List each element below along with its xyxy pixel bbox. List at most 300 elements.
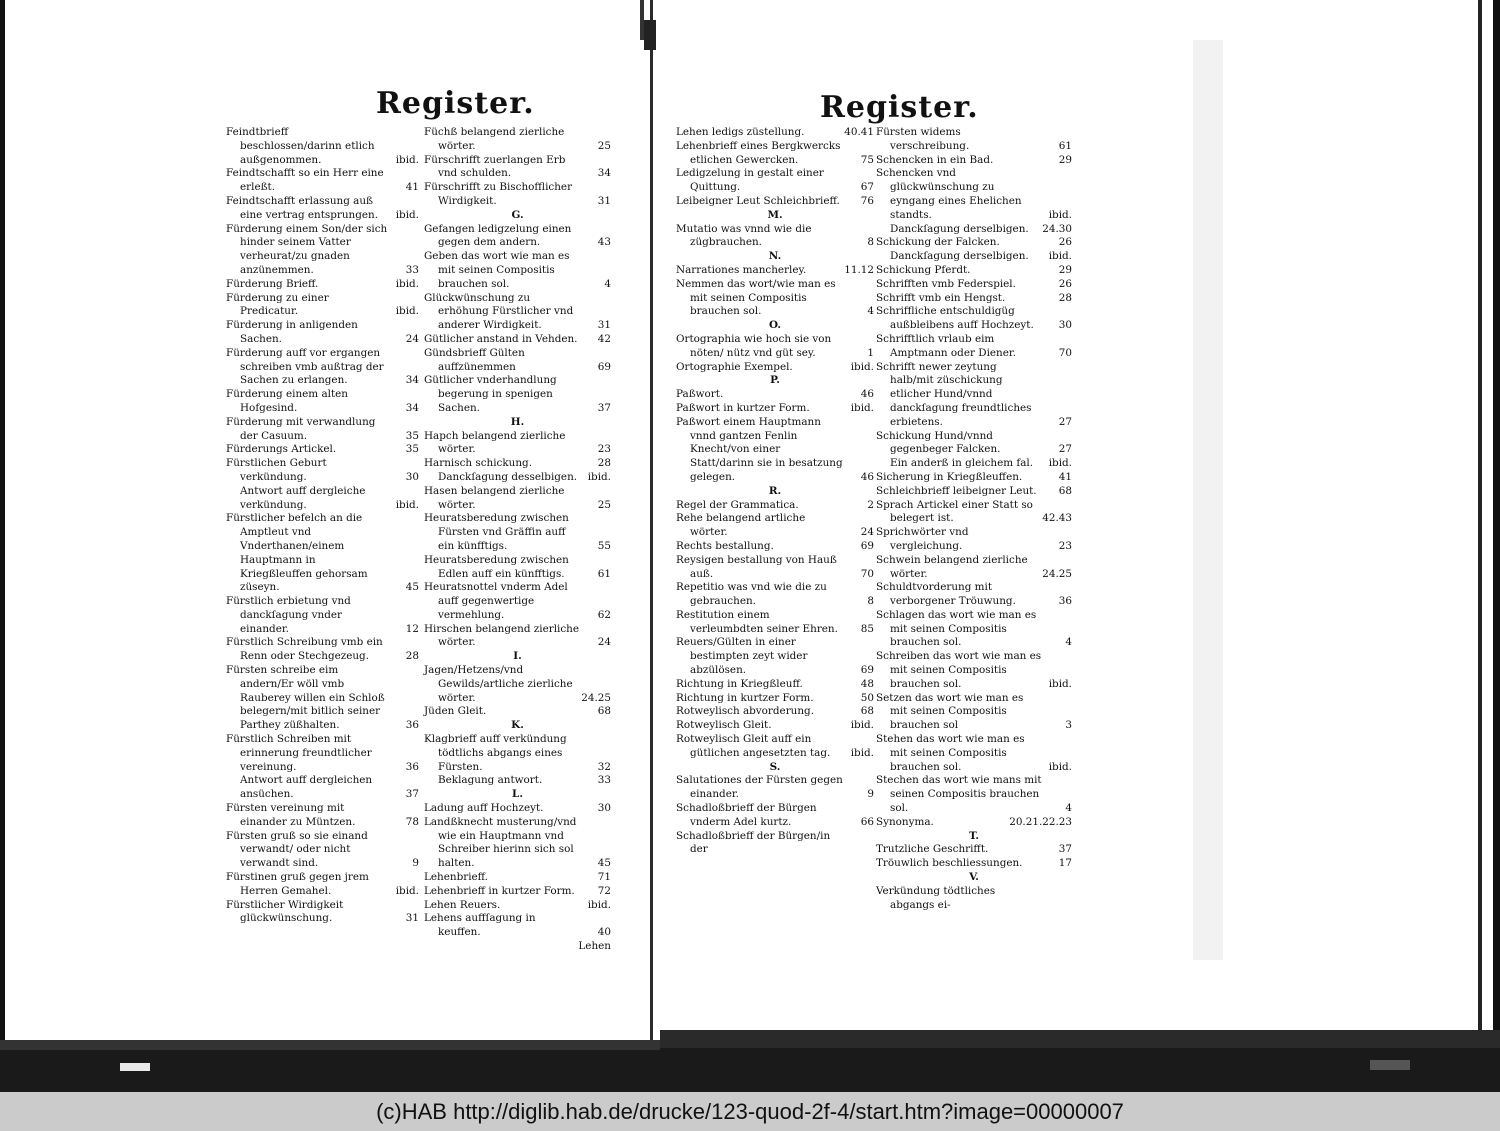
index-entry [676,126,874,140]
index-entry [424,471,611,485]
index-entry [876,361,1072,430]
entry-text: Fürsten vereinung mit einander zu Müntzen. [226,802,356,828]
index-entry [226,223,419,278]
entry-page-ref: 8 [867,595,874,608]
footer-credit-text: (c)HAB http://diglib.hab.de/drucke/123-quod-2f-4/start.htm?image=00000007 [376,1099,1124,1124]
index-entry [676,416,874,485]
entry-text: Fürderung einem Son/der sich hinder seinem Vatter verheurat/zu gnaden anzünemmen. [226,222,388,276]
entry-text: Feindtschafft so ein Herr eine erleßt. [226,167,384,194]
entry-page-ref: 40.41 [844,126,874,138]
index-entry [876,457,1072,471]
entry-text: Fürderungs Artickel. [226,443,337,456]
entry-page-ref: 72 [597,884,611,897]
index-entry [676,388,874,402]
index-entry [226,512,419,595]
entry-text: Sicherung in Kriegßleuffen. [876,470,1023,483]
entry-page-ref: 25 [597,498,611,511]
entry-text: Danckſagung derselbigen. [890,222,1029,235]
entry-page-ref: 76 [860,194,874,207]
index-entry [876,774,1072,815]
entry-text: Reysigen bestallung von Hauß auß. [676,553,837,580]
entry-text: Fürschrifft zu Bischofflicher Wirdigkeit. [424,181,573,207]
entry-text: Schickung der Falcken. [876,236,1000,249]
section-letter: K. [511,719,524,732]
entry-text: Lehen Reuers. [424,898,501,911]
entry-text: Salutationes der Fürsten gegen einander. [676,774,843,801]
entry-page-ref: 42.43 [1042,512,1072,525]
entry-text: Paßwort in kurtzer Form. [676,401,810,414]
entry-page-ref: 61 [1058,139,1072,152]
index-entry [226,899,419,927]
index-entry [424,292,611,333]
entry-page-ref: 85 [860,622,874,635]
index-entry [424,816,611,871]
index-entry [676,678,874,692]
entry-page-ref: ibid. [850,746,874,759]
index-entry [424,457,611,471]
index-entry [876,154,1072,168]
entry-text: Danckſagung desselbigen. [438,470,578,483]
index-entry [424,623,611,651]
entry-page-ref: 32 [597,760,611,773]
index-entry [876,692,1072,733]
entry-page-ref: 69 [860,539,874,552]
entry-text: Paßwort. [676,388,724,401]
entry-page-ref: 28 [405,650,419,663]
entry-page-ref: 4 [1065,636,1072,649]
entry-text: Schrifften vmb Federspiel. [876,277,1016,290]
entry-page-ref: 27 [1058,443,1072,456]
entry-text: Hasen belangend zierliche wörter. [424,484,565,511]
entry-text: Antwort auff dergleiche verkündung. [240,484,366,511]
entry-page-ref: ibid. [587,470,611,483]
entry-text: Schrifft newer zeytung halb/mit züschickung etlicher Hund/vnnd danckſagung freundtliches erbietens. [876,360,1032,428]
entry-text: Fürstlichen Geburt verkündung. [226,457,327,483]
entry-text: Geben das wort wie man es mit seinen Compositis brauchen sol. [424,250,570,290]
index-entry [226,443,419,457]
index-entry [676,540,874,554]
entry-page-ref: 31 [597,319,611,332]
index-entry [676,333,874,361]
index-entry [876,250,1072,264]
entry-text: Lehenbrieff. [424,871,488,884]
index-entry [676,581,874,609]
index-entry [676,554,874,582]
entry-text: Gündsbrieff Gülten auffzünemmen [424,346,525,373]
entry-text: Schriffliche entschuldigüg außbleibens auff Hochzeyt. [876,305,1034,332]
entry-page-ref: ibid. [1048,760,1072,773]
entry-page-ref: 34 [405,401,419,414]
entry-text: Beklagung antwort. [438,774,543,787]
section-letter: V. [969,871,979,884]
entry-page-ref: 24.25 [581,691,611,704]
entry-page-ref: 4 [867,305,874,318]
entry-text: Hapch belangend zierliche wörter. [424,429,566,456]
entry-text: Mutatio was vnnd wie die zügbrauchen. [676,222,812,249]
entry-page-ref: 24 [405,332,419,345]
index-entry [226,664,419,733]
entry-page-ref: 8 [867,236,874,249]
entry-page-ref: 70 [1058,346,1072,359]
index-entry [676,512,874,540]
entry-text: Fürderung mit verwandlung der Casuum. [226,415,376,442]
entry-text: Schadloßbrieff der Bürgen vnderm Adel kurtz. [676,802,817,828]
entry-page-ref: 70 [860,567,874,580]
entry-text: Schrifft vmb ein Hengst. [876,291,1006,304]
index-entry [424,664,611,705]
index-entry [876,471,1072,485]
index-entry [876,526,1072,554]
entry-page-ref: 71 [597,871,611,884]
entry-text: Richtung in kurtzer Form. [676,691,814,704]
entry-text: Rehe belangend artliche wörter. [676,512,806,539]
entry-text: Fürstlicher Wirdigkeit glückwünschung. [226,898,344,925]
entry-text: Schencken vnd glückwünschung zu eyngang eines Ehelichen standts. [876,167,1022,221]
index-entry [676,705,874,719]
entry-page-ref: ibid. [850,719,874,732]
entry-page-ref: 4 [604,277,611,290]
entry-text: Fürderung einem alten Hofgesind. [226,388,348,414]
entry-text: Schadloßbrieff der Bürgen/in der [676,829,831,856]
index-entry [226,636,419,664]
entry-text: Harnisch schickung. [424,457,533,470]
entry-text: Sprichwörter vnd vergleichung. [876,526,969,552]
left-page-title: Register. [376,86,535,121]
entry-text: Narrationes mancherley. [676,263,807,276]
index-entry [424,223,611,251]
entry-text: Heuratsberedung zwischen Edlen auff ein künfftigs. [424,553,569,580]
entry-page-ref: 42 [597,332,611,345]
index-entry [226,278,419,292]
entry-page-ref: 66 [860,815,874,828]
entry-text: Fürstlicher befelch an die Amptleut vnd Vnderthanen/einem Hauptmann in Kriegßleuffen gehorsam züseyn. [226,512,368,594]
index-entry [424,581,611,622]
section-letter: P. [770,374,780,387]
entry-text: Jüden Gleit. [424,705,487,718]
entry-text: Lehens auffſagung in keuffen. [424,912,536,939]
index-entry [424,802,611,816]
entry-page-ref: 20.21.22.23 [1009,815,1072,828]
index-entry [424,705,611,719]
entry-text: Reuers/Gülten in einer bestimpten zeyt wider abzülösen. [676,636,808,677]
index-entry [226,485,419,513]
entry-page-ref: 11.12 [844,263,874,276]
entry-page-ref: 30 [597,802,611,815]
entry-page-ref: ibid. [395,208,419,221]
index-entry [226,195,419,223]
entry-text: Lehenbrieff eines Bergkwercks etlichen Gewercken. [676,139,841,166]
entry-page-ref: 75 [860,153,874,166]
entry-page-ref: 29 [1058,263,1072,276]
index-entry [876,843,1072,857]
index-entry [876,264,1072,278]
entry-text: Tröuwlich beschliessungen. [876,857,1023,870]
right-page-column-2 [876,126,1072,912]
entry-text: Nemmen das wort/wie man es mit seinen Compositis brauchen sol. [676,277,836,318]
section-letter: H. [510,415,525,428]
entry-text: Stechen das wort wie mans mit seinen Compositis brauchen sol. [876,774,1042,815]
entry-text: Ladung auff Hochzeyt. [424,802,544,815]
index-entry [676,167,874,195]
index-entry [676,830,874,858]
entry-text: Schleichbrieff leibeigner Leut. [876,484,1037,497]
entry-page-ref: 37 [1058,843,1072,856]
index-entry [676,402,874,416]
index-entry [676,774,874,802]
entry-page-ref: 4 [1065,802,1072,815]
index-entry [424,333,611,347]
section-letter: T. [968,829,979,842]
right-page-title: Register. [820,90,979,125]
index-entry [424,250,611,291]
entry-text: Feindtbrieff beschlossen/darinn etlich außgenommen. [226,126,375,166]
entry-text: Ledigzelung in gestalt einer Quittung. [676,167,824,194]
entry-page-ref: 41 [405,181,419,194]
entry-page-ref: 23 [597,443,611,456]
entry-text: Leibeigner Leut Schleichbrieff. [676,194,840,207]
index-entry [226,416,419,444]
entry-page-ref: ibid. [850,401,874,414]
entry-page-ref: 24 [597,636,611,649]
entry-text: Fürschrifft zuerlangen Erb vnd schulden. [424,153,566,180]
entry-page-ref: 69 [860,664,874,677]
index-entry [226,347,419,388]
index-entry [876,885,1072,913]
index-entry [226,292,419,320]
entry-text: Rotweylisch Gleit auff ein gütlichen angesetzten tag. [676,733,831,759]
entry-page-ref: 28 [597,457,611,470]
entry-text: Regel der Grammatica. [676,498,799,511]
entry-text: Glückwünschung zu erhöhung Fürstlicher vnd anderer Wirdigkeit. [424,291,574,332]
entry-text: Schwein belangend zierliche wörter. [876,553,1028,580]
index-entry [424,126,611,154]
entry-page-ref: 43 [597,236,611,249]
entry-text: Schickung Hund/vnnd gegenbeger Falcken. [876,429,1001,456]
entry-text: Fürsten widems verschreibung. [876,126,970,152]
entry-text: Verkündung tödtliches abgangs ei- [876,884,996,911]
entry-page-ref: 34 [405,374,419,387]
entry-text: Fürderung Brieff. [226,277,319,290]
index-entry [226,126,419,167]
entry-text: Repetitio was vnd wie die zu gebrauchen. [676,581,827,608]
entry-page-ref: 26 [1058,277,1072,290]
right-page-column-1 [676,126,874,857]
entry-text: Schencken in ein Bad. [876,153,994,166]
entry-text: Fürstlich Schreiben mit erinnerung freundtlicher vereinung. [226,733,372,773]
index-entry [424,347,611,375]
entry-page-ref: 68 [597,705,611,718]
index-entry [676,361,874,375]
entry-page-ref: 30 [1058,319,1072,332]
entry-text: Rotweylisch abvorderung. [676,705,815,718]
entry-text: Gütlicher anstand in Vehden. [424,332,578,345]
section-letter: S. [769,760,781,773]
entry-text: Stehen das wort wie man es mit seinen Compositis brauchen sol. [876,733,1025,773]
section-letter: G. [511,208,524,221]
index-entry [876,485,1072,499]
entry-page-ref: ibid. [395,498,419,511]
entry-text: Danckſagung derselbigen. [890,250,1029,263]
index-entry [676,140,874,168]
entry-text: Gefangen ledigzelung einen gegen dem andern. [424,222,572,249]
entry-page-ref: ibid. [1048,677,1072,690]
index-entry [676,223,874,251]
index-entry [876,609,1072,650]
entry-page-ref: 36 [1058,595,1072,608]
left-page-column-2 [424,126,611,954]
section-letter: L. [512,788,523,801]
entry-page-ref: 31 [405,912,419,925]
entry-page-ref: 78 [405,815,419,828]
index-entry [424,733,611,774]
entry-page-ref: 2 [867,498,874,511]
entry-text: Landßknecht musterung/vnd wie ein Hauptmann vnd Schreiber hierinn sich sol halten. [424,815,577,870]
index-entry [676,264,874,278]
entry-text: Fürderung auff vor ergangen schreiben vmb außtrag der Sachen zu erlangen. [226,346,384,387]
entry-page-ref: 68 [1058,484,1072,497]
entry-page-ref: 24 [860,526,874,539]
section-letter: N. [768,250,782,263]
index-entry [676,278,874,319]
index-entry [876,167,1072,222]
entry-page-ref: 37 [597,401,611,414]
entry-text: Schrifftlich vrlaub eim Amptmann oder Diener. [876,332,1017,359]
index-entry [876,733,1072,774]
index-entry [226,802,419,830]
entry-text: Fürsten schreibe eim andern/Er wöll vmb Rauberey willen ein Schloß belegern/mit bitlich seiner Parthey züßhalten. [226,664,385,732]
index-entry [676,609,874,637]
section-letter: M. [767,208,783,221]
entry-page-ref: 1 [867,346,874,359]
entry-page-ref: 50 [860,691,874,704]
entry-text: Lehen ledigs züstellung. [676,126,805,138]
entry-text: Paßwort einem Hauptmann vnnd gantzen Fenlin Knecht/von einer Statt/darinn sie in besatzung gelegen. [676,415,843,483]
index-entry [876,278,1072,292]
section-letter: O. [768,319,782,332]
index-entry [226,871,419,899]
entry-text: Ein anderß in gleichem fal. [890,457,1034,470]
index-entry [424,485,611,513]
entry-page-ref: 27 [1058,415,1072,428]
index-entry [424,885,611,899]
entry-page-ref: 9 [867,788,874,801]
index-entry [226,457,419,485]
entry-text: Fürsten gruß so sie einand verwandt/ oder nicht verwandt sind. [226,829,368,870]
index-entry [676,195,874,209]
entry-text: Füchß belangend zierliche wörter. [424,126,565,152]
entry-text: Sprach Artickel einer Statt so belegert ist. [876,498,1033,525]
entry-page-ref: 37 [405,788,419,801]
entry-page-ref: ibid. [395,305,419,318]
entry-text: Setzen das wort wie man es mit seinen Compositis brauchen sol [876,691,1024,732]
entry-text: Hirschen belangend zierliche wörter. [424,622,580,649]
entry-text: Rotweylisch Gleit. [676,719,772,732]
entry-text: Jagen/Hetzens/vnd Gewilds/artliche zierliche wörter. [424,664,573,704]
index-entry [676,499,874,513]
entry-text: Antwort auff dergleichen ansüchen. [240,774,373,801]
entry-page-ref: 61 [597,567,611,580]
index-entry [876,650,1072,691]
entry-text: Richtung in Kriegßleuff. [676,677,803,690]
entry-page-ref: 30 [405,470,419,483]
index-entry [876,236,1072,250]
entry-page-ref: 46 [860,388,874,401]
entry-page-ref: ibid. [1048,457,1072,470]
index-entry [226,595,419,636]
entry-page-ref: ibid. [850,360,874,373]
entry-text: Heuratsnottel vnderm Adel auff gegenwertige vermehlung. [424,581,568,621]
entry-text: Gütlicher vnderhandlung begerung in spenigen Sachen. [424,374,557,414]
index-entry [424,912,611,940]
index-entry [424,774,611,788]
entry-page-ref: ibid. [587,898,611,911]
entry-page-ref: 62 [597,608,611,621]
index-entry [876,499,1072,527]
index-entry [876,430,1072,458]
entry-page-ref: 35 [405,443,419,456]
index-entry [676,733,874,761]
left-page-column-1 [226,126,419,926]
index-entry [226,319,419,347]
entry-page-ref: 31 [597,194,611,207]
index-entry [676,636,874,677]
entry-page-ref: 55 [597,539,611,552]
index-entry [876,126,1072,154]
entry-text: Schreiben das wort wie man es mit seinen Compositis brauchen sol. [876,650,1042,690]
entry-text: Lehenbrieff in kurtzer Form. [424,884,575,897]
entry-page-ref: 24.25 [1042,567,1072,580]
index-entry [676,802,874,830]
entry-text: Fürstlich erbietung vnd danckſagung vnder einander. [226,595,351,635]
index-entry [876,581,1072,609]
index-entry [424,374,611,415]
index-entry [226,830,419,871]
entry-page-ref: 3 [1065,719,1072,732]
entry-page-ref: 12 [405,622,419,635]
entry-page-ref: 34 [597,167,611,180]
entry-page-ref: 25 [597,139,611,152]
entry-text: Trutzliche Geschrifft. [876,843,989,856]
entry-page-ref: 28 [1058,291,1072,304]
entry-page-ref: 68 [860,705,874,718]
index-entry [676,692,874,706]
entry-page-ref: 9 [412,857,419,870]
entry-page-ref: 48 [860,677,874,690]
index-entry [876,305,1072,333]
entry-text: Ortographie Exempel. [676,360,793,373]
index-entry [876,816,1072,830]
entry-text: Fürstinen gruß gegen jrem Herren Gemahel. [226,871,369,897]
index-entry [424,154,611,182]
entry-text: Schlagen das wort wie man es mit seinen Compositis brauchen sol. [876,608,1037,649]
index-entry [876,292,1072,306]
entry-text: Fürderung zu einer Predicatur. [226,291,329,318]
entry-page-ref: 29 [1058,153,1072,166]
entry-text: Fürderung in anligenden Sachen. [226,319,358,345]
index-entry [424,554,611,582]
index-entry [424,181,611,209]
entry-text: Feindtschafft erlassung auß eine vertrag entsprungen. [226,194,379,221]
entry-page-ref: 69 [597,360,611,373]
entry-page-ref: 36 [405,719,419,732]
entry-text: Ortographia wie hoch sie von nöten/ nütz vnd güt sey. [676,332,832,359]
index-entry [424,871,611,885]
entry-page-ref: ibid. [1048,208,1072,221]
entry-text: Klagbrieff auff verkündung tödtlichs abgangs eines Fürsten. [424,733,567,773]
index-entry [424,512,611,553]
entry-text: Synonyma. [876,815,934,828]
entry-page-ref: 41 [1058,470,1072,483]
